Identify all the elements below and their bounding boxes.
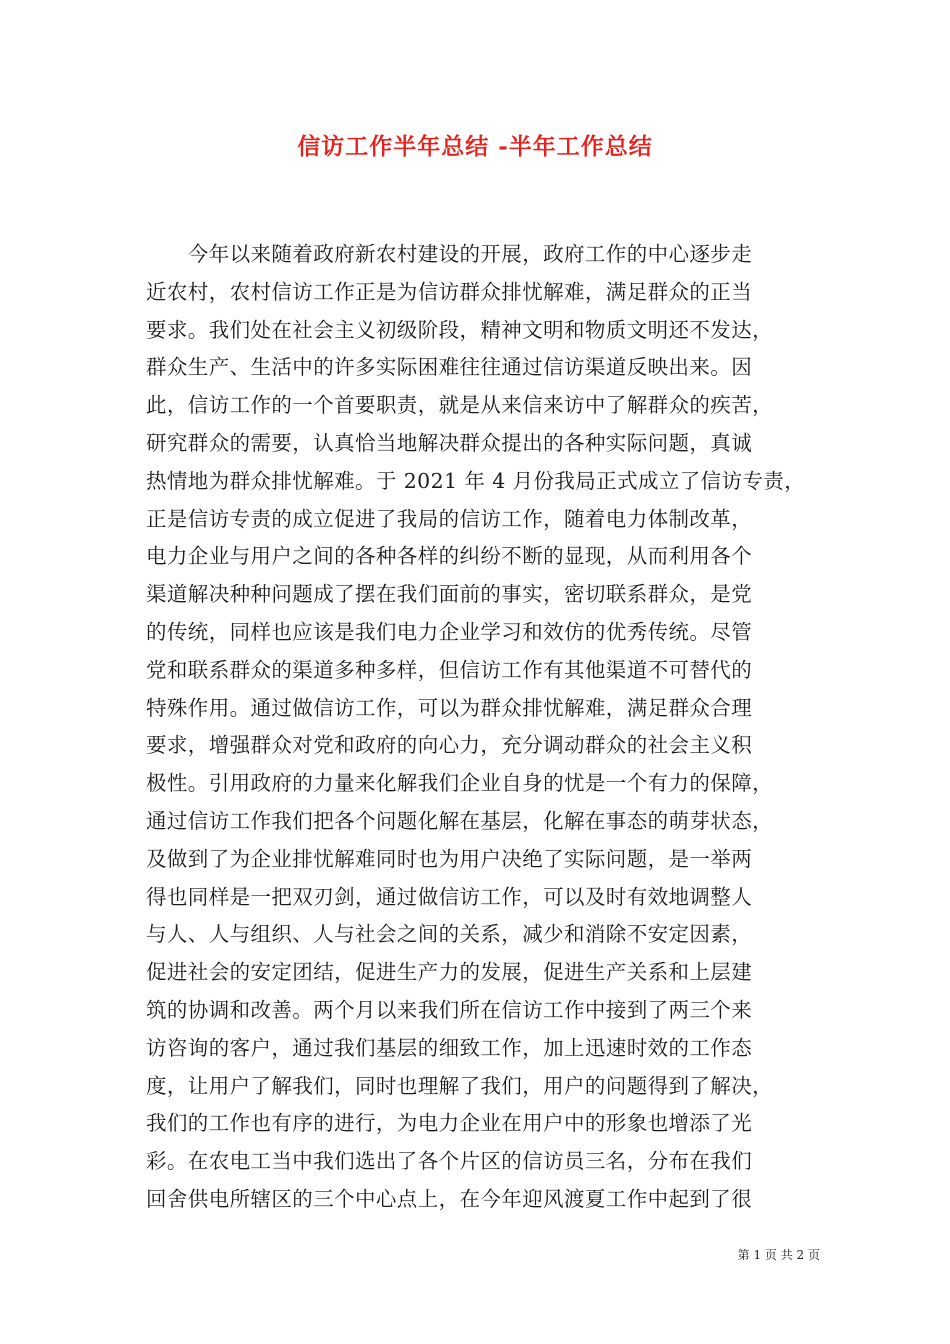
body-line: 彩。在农电工当中我们选出了各个片区的信访员三名，分布在我们 xyxy=(146,1149,753,1174)
body-line: 度，让用户了解我们，同时也理解了我们，用户的问题得到了解决， xyxy=(146,1073,773,1098)
body-line: 渠道解决种种问题成了摆在我们面前的事实，密切联系群众，是党 xyxy=(146,582,753,607)
body-line: 群众生产、生活中的许多实际困难往往通过信访渠道反映出来。因 xyxy=(146,355,753,380)
body-line: 党和联系群众的渠道多种多样，但信访工作有其他渠道不可替代的 xyxy=(146,657,753,682)
body-line: 电力企业与用户之间的各种各样的纠纷不断的显现，从而利用各个 xyxy=(146,544,753,569)
body-line: 要求，增强群众对党和政府的向心力，充分调动群众的社会主义积 xyxy=(146,733,753,758)
body-line: 极性。引用政府的力量来化解我们企业自身的忧是一个有力的保障， xyxy=(146,771,773,796)
body-line: 今年以来随着政府新农村建设的开展，政府工作的中心逐步走 xyxy=(146,242,753,266)
body-line: 的传统，同样也应该是我们电力企业学习和效仿的优秀传统。尽管 xyxy=(146,619,753,644)
body-line: 研究群众的需要，认真恰当地解决群众提出的各种实际问题，真诚 xyxy=(146,430,753,455)
body-line: 此，信访工作的一个首要职责，就是从来信来访中了解群众的疾苦， xyxy=(146,393,773,418)
body-line: 正是信访专责的成立促进了我局的信访工作，随着电力体制改革， xyxy=(146,506,753,531)
body-line: 近农村，农村信访工作正是为信访群众排忧解难，满足群众的正当 xyxy=(146,279,753,304)
body-line: 与人、人与组织、人与社会之间的关系，减少和消除不安定因素， xyxy=(146,922,753,947)
body-line: 促进社会的安定团结，促进生产力的发展，促进生产关系和上层建 xyxy=(146,960,753,985)
body-line: 回舍供电所辖区的三个中心点上，在今年迎风渡夏工作中起到了很 xyxy=(146,1186,753,1211)
page-number: 第 1 页 共 2 页 xyxy=(737,1248,820,1262)
body-line: 我们的工作也有序的进行，为电力企业在用户中的形象也增添了光 xyxy=(146,1111,753,1136)
body-line: 访咨询的客户，通过我们基层的细致工作，加上迅速时效的工作态 xyxy=(146,1035,753,1060)
body-line: 筑的协调和改善。两个月以来我们所在信访工作中接到了两三个来 xyxy=(146,997,753,1022)
body-line: 特殊作用。通过做信访工作，可以为群众排忧解难，满足群众合理 xyxy=(146,695,753,720)
body-line: 得也同样是一把双刃剑，通过做信访工作，可以及时有效地调整人 xyxy=(146,884,753,909)
body-line: 热情地为群众排忧解难。于 2021 年 4 月份我局正式成立了信访专责， xyxy=(146,468,806,493)
body-line: 通过信访工作我们把各个问题化解在基层，化解在事态的萌芽状态， xyxy=(146,808,773,833)
document-title: 信访工作半年总结 -半年工作总结 xyxy=(297,133,653,160)
body-paragraph xyxy=(146,236,810,1219)
body-line: 及做到了为企业排忧解难同时也为用户决绝了实际问题，是一举两 xyxy=(146,846,753,871)
body-line: 要求。我们处在社会主义初级阶段，精神文明和物质文明还不发达， xyxy=(146,317,773,342)
